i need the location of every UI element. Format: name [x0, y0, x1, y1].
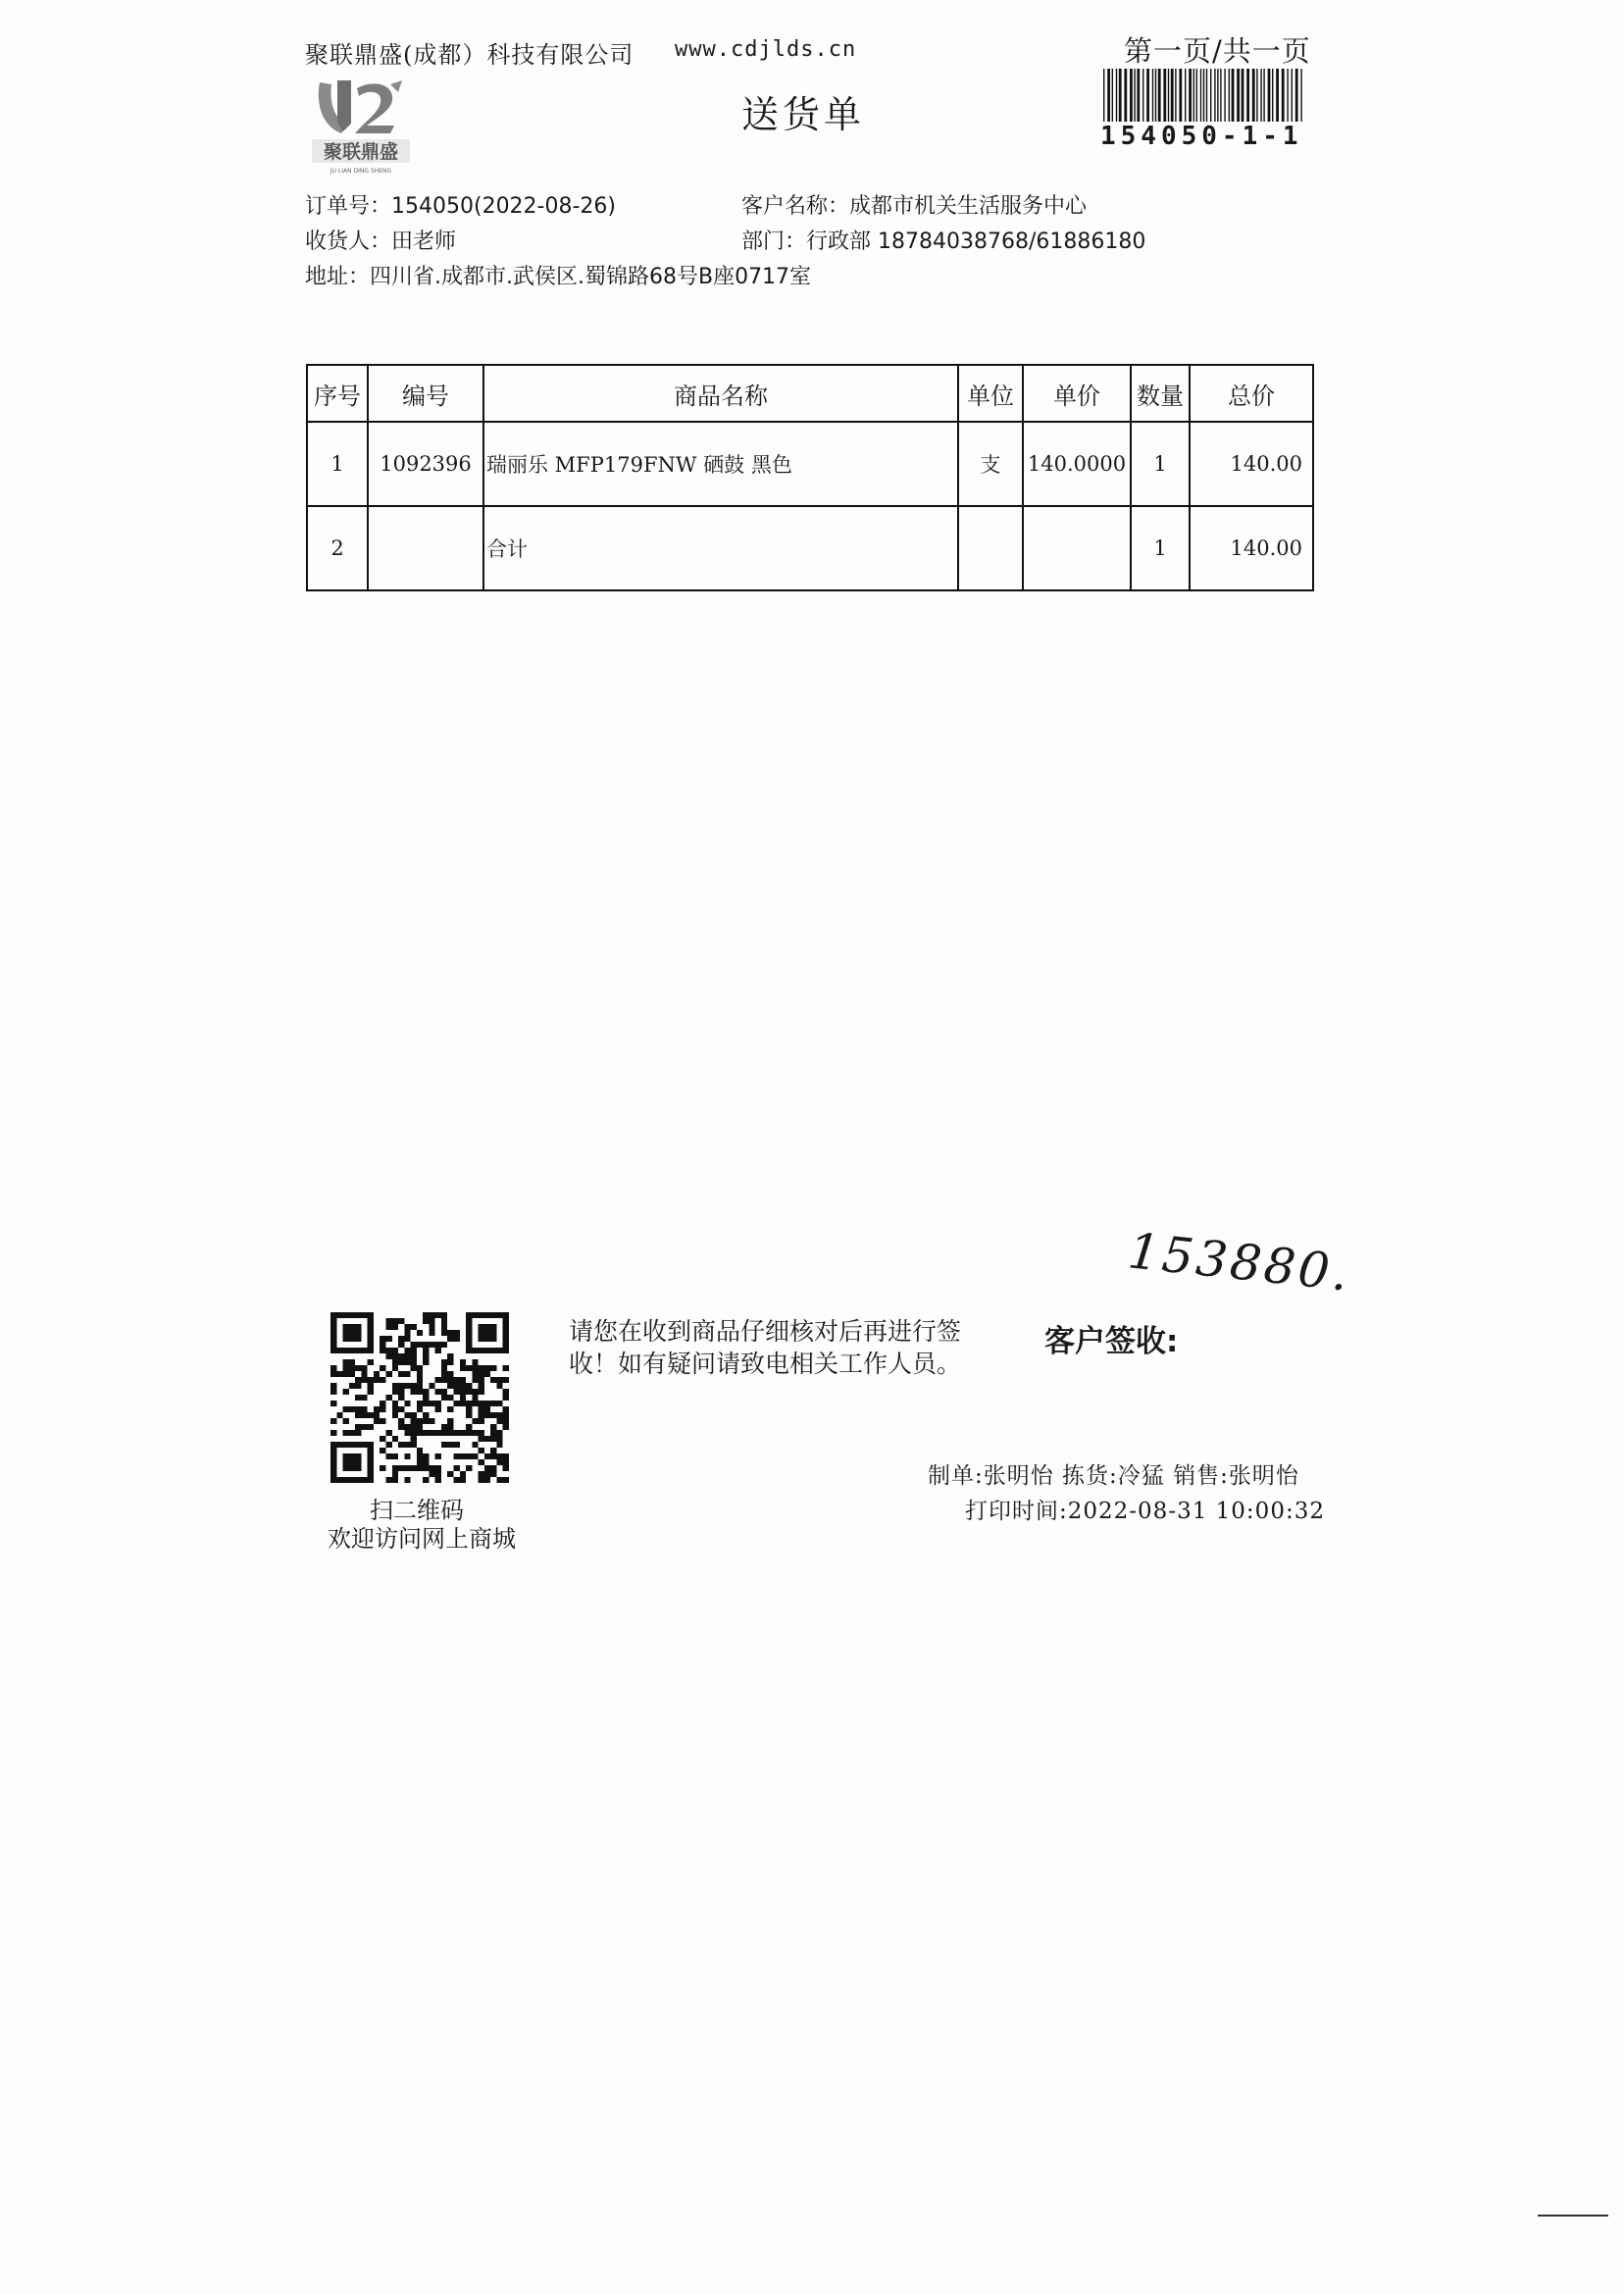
- cell-unit-price: 140.0000: [1023, 422, 1131, 506]
- staff-info: 制单:张明怡 拣货:冷猛 销售:张明怡: [928, 1463, 1299, 1489]
- order-number: 订单号：154050(2022-08-26): [305, 194, 617, 219]
- table-header-row: [307, 365, 1313, 422]
- table-row: [307, 422, 1313, 506]
- cell-total: 140.00: [1190, 506, 1313, 590]
- cell-index: 2: [307, 506, 368, 590]
- company-name: 聚联鼎盛(成都）科技有限公司: [305, 41, 634, 69]
- customer-name: 客户名称：成都市机关生活服务中心: [741, 194, 1088, 219]
- print-time: 打印时间:2022-08-31 10:00:32: [965, 1499, 1325, 1524]
- items-table: [306, 364, 1314, 591]
- cell-code: 1092396: [368, 422, 483, 506]
- col-header-unit: 单位: [958, 365, 1023, 422]
- delivery-address: 地址：四川省.成都市.武侯区.蜀锦路68号B座0717室: [305, 265, 812, 289]
- col-header-quantity: 数量: [1131, 365, 1190, 422]
- cell-unit: 支: [958, 422, 1023, 506]
- qr-code-image: [330, 1312, 509, 1483]
- barcode-image: [1103, 69, 1305, 122]
- cell-product: 合计: [483, 506, 958, 590]
- cell-unit-price: [1023, 506, 1131, 590]
- document-title: 送货单: [741, 93, 866, 136]
- company-website: www.cdjlds.cn: [675, 37, 857, 62]
- scan-edge-mark: [1538, 2215, 1608, 2217]
- cell-quantity: 1: [1131, 422, 1190, 506]
- col-header-index: 序号: [307, 365, 368, 422]
- customer-signature-label: 客户签收:: [1044, 1324, 1179, 1359]
- logo-text: 聚联鼎盛: [323, 141, 399, 163]
- cell-product: 瑞丽乐 MFP179FNW 硒鼓 黑色: [483, 422, 958, 506]
- cell-quantity: 1: [1131, 506, 1190, 590]
- col-header-product: 商品名称: [483, 365, 958, 422]
- col-header-code: 编号: [368, 365, 483, 422]
- col-header-unit-price: 单价: [1023, 365, 1131, 422]
- company-logo: [308, 75, 414, 178]
- qr-caption-scan: 扫二维码: [370, 1497, 464, 1524]
- qr-caption-shop: 欢迎访问网上商城: [328, 1525, 516, 1553]
- cell-unit: [958, 506, 1023, 590]
- verification-notice: 请您在收到商品仔细核对后再进行签收！如有疑问请致电相关工作人员。: [569, 1317, 962, 1378]
- receiver: 收货人：田老师: [305, 229, 457, 254]
- col-header-total: 总价: [1190, 365, 1313, 422]
- cell-total: 140.00: [1190, 422, 1313, 506]
- barcode-number: 154050-1-1: [1100, 122, 1303, 151]
- logo-subtext: JU LIAN DING SHENG: [330, 168, 392, 175]
- cell-index: 1: [307, 422, 368, 506]
- table-row: [307, 506, 1313, 590]
- department-phone: 部门：行政部 18784038768/61886180: [741, 229, 1146, 254]
- cell-code: [368, 506, 483, 590]
- handwritten-note: 153880.: [1125, 1222, 1354, 1302]
- page-indicator: 第一页/共一页: [1124, 34, 1311, 68]
